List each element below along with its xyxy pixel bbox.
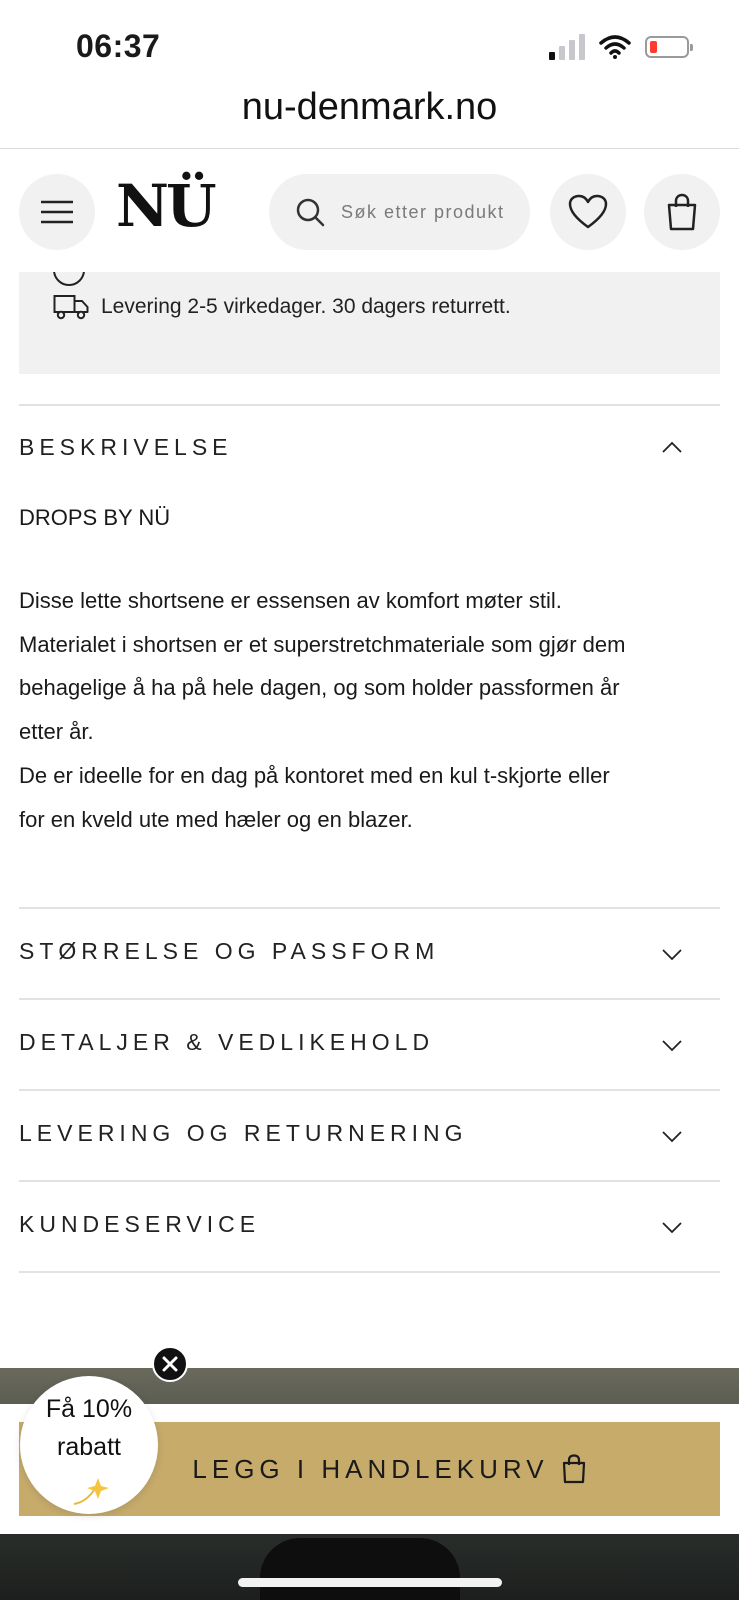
chevron-down-icon[interactable] xyxy=(660,1124,684,1148)
wifi-icon xyxy=(599,35,631,59)
shopping-bag-icon xyxy=(665,193,699,231)
discount-promo-bubble[interactable] xyxy=(20,1376,158,1514)
divider xyxy=(19,1180,720,1182)
shopping-bag-icon xyxy=(561,1454,587,1484)
delivery-text: Levering 2-5 virkedager. 30 dagers returrett. xyxy=(101,295,511,318)
description-line: etter år. xyxy=(19,719,94,745)
description-line: behagelige å ha på hele dagen, og som holder passformen år xyxy=(19,675,620,701)
search-icon xyxy=(295,197,325,227)
accordion-delivery-returns[interactable]: LEVERING OG RETURNERING xyxy=(19,1120,468,1146)
accordion-details-care[interactable]: DETALJER & VEDLIKEHOLD xyxy=(19,1029,435,1055)
description-line: De er ideelle for en dag på kontoret med en kul t-skjorte eller xyxy=(19,762,610,788)
divider xyxy=(19,907,720,909)
promo-line-2: rabatt xyxy=(57,1433,121,1461)
description-brand: DROPS BY NÜ xyxy=(19,505,171,530)
clock-icon xyxy=(53,272,85,286)
delivery-info-box xyxy=(19,272,720,374)
sparkle-star-icon xyxy=(72,1474,110,1508)
browser-divider xyxy=(0,148,739,149)
site-logo[interactable]: NÜ xyxy=(116,172,214,240)
close-icon xyxy=(162,1356,178,1372)
address-bar-url[interactable]: nu-denmark.no xyxy=(241,86,498,128)
add-to-cart-label: LEGG I HANDLEKURV xyxy=(192,1453,549,1484)
cart-button[interactable] xyxy=(644,174,720,250)
status-icons xyxy=(549,34,689,60)
chevron-down-icon[interactable] xyxy=(660,1215,684,1239)
delivery-row xyxy=(53,294,511,320)
search-bar[interactable] xyxy=(269,174,530,250)
search-input[interactable] xyxy=(339,201,523,224)
wishlist-button[interactable] xyxy=(550,174,626,250)
status-bar xyxy=(0,0,739,90)
status-time: 06:37 xyxy=(76,28,161,64)
heart-icon xyxy=(568,194,608,230)
divider xyxy=(19,998,720,1000)
battery-icon xyxy=(645,36,689,58)
hamburger-icon xyxy=(39,198,75,226)
description-line: Disse lette shortsene er essensen av komfort møter stil. xyxy=(19,588,562,613)
description-line: Materialet i shortsen er et superstretchmateriale som gjør dem xyxy=(19,631,626,657)
accordion-size-fit[interactable]: STØRRELSE OG PASSFORM xyxy=(19,938,440,964)
divider xyxy=(19,404,720,406)
chevron-up-icon[interactable] xyxy=(660,436,684,460)
description-line: for en kveld ute med hæler og en blazer. xyxy=(19,806,413,832)
menu-button[interactable] xyxy=(19,174,95,250)
accordion-description-title[interactable]: BESKRIVELSE xyxy=(19,434,233,460)
promo-text xyxy=(20,1390,158,1466)
chevron-down-icon[interactable] xyxy=(660,1033,684,1057)
accordion-customer-service[interactable]: KUNDESERVICE xyxy=(19,1211,261,1237)
close-promo-button[interactable] xyxy=(152,1346,188,1382)
promo-line-1: Få 10% xyxy=(45,1395,133,1423)
home-indicator[interactable] xyxy=(238,1578,502,1587)
site-header xyxy=(0,150,739,272)
chevron-down-icon[interactable] xyxy=(660,942,684,966)
divider xyxy=(19,1271,720,1273)
signal-icon xyxy=(549,34,585,60)
truck-icon xyxy=(53,294,89,320)
divider xyxy=(19,1089,720,1091)
description-body xyxy=(19,505,729,841)
